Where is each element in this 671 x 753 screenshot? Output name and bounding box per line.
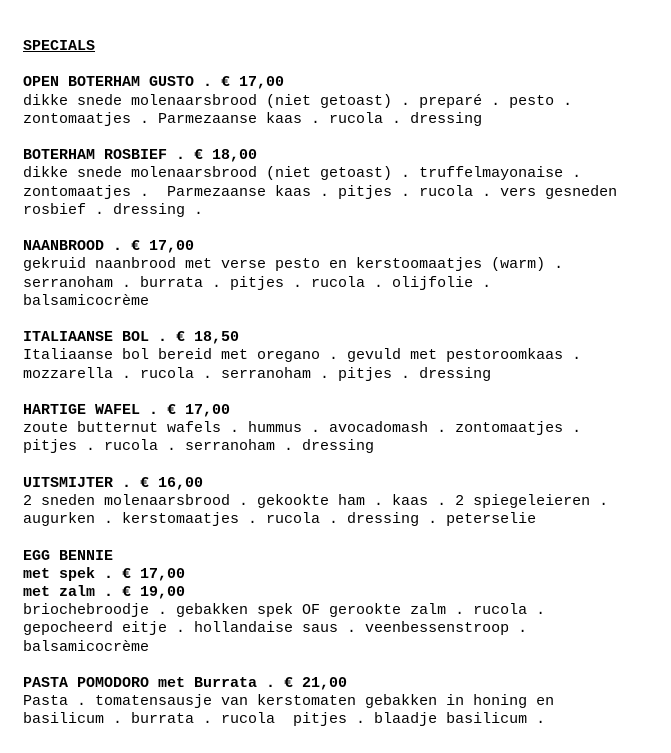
menu-item-boterham-rosbief <box>23 147 668 220</box>
menu-item-description-line: zontomaatjes . Parmezaanse kaas . rucola . dressing <box>23 110 483 128</box>
menu-item-description-line: balsamicocrème <box>23 292 150 310</box>
menu-item-description-line: zoute butternut wafels . hummus . avocadomash . zontomaatjes . <box>23 420 582 438</box>
menu-item-title: EGG BENNIE <box>23 547 114 565</box>
menu-item-description-line: dikke snede molenaarsbrood (niet getoast) . truffelmayonaise . <box>23 165 582 183</box>
menu-item-description-line: rosbief . dressing . <box>23 201 204 219</box>
menu-item-hartige-wafel <box>23 402 668 457</box>
menu-item-description-line: briochebroodje . gebakken spek OF gerookte zalm . rucola . <box>23 602 546 620</box>
menu-item-description-line: 2 sneden molenaarsbrood . gekookte ham . kaas . 2 spiegeleieren . <box>23 492 609 510</box>
menu-item-description-line: balsamicocrème <box>23 638 150 656</box>
menu-item-description-line: zontomaatjes . Parmezaanse kaas . pitjes . rucola . vers gesneden <box>23 183 618 201</box>
menu-item-uitsmijter <box>23 475 668 530</box>
menu-page <box>23 38 668 748</box>
menu-item-italiaanse-bol <box>23 329 668 384</box>
menu-item-title: UITSMIJTER . € 16,00 <box>23 474 204 492</box>
menu-item-title: PASTA POMODORO met Burrata . € 21,00 <box>23 674 348 692</box>
menu-item-description-line: Italiaanse bol bereid met oregano . gevuld met pestoroomkaas . <box>23 347 582 365</box>
menu-item-variant: met spek . € 17,00 <box>23 565 186 583</box>
menu-item-description-line: serranoham . burrata . pitjes . rucola . olijfolie . <box>23 274 492 292</box>
menu-item-open-boterham-gusto <box>23 74 668 129</box>
menu-item-title: NAANBROOD . € 17,00 <box>23 238 195 256</box>
menu-item-description-line: gekruid naanbrood met verse pesto en kerstoomaatjes (warm) . <box>23 256 564 274</box>
menu-item-title: OPEN BOTERHAM GUSTO . € 17,00 <box>23 74 285 92</box>
menu-item-naanbrood <box>23 238 668 311</box>
menu-item-description-line: pitjes . rucola . serranoham . dressing <box>23 438 375 456</box>
menu-item-title: BOTERHAM ROSBIEF . € 18,00 <box>23 147 258 165</box>
page-title: SPECIALS <box>23 38 96 55</box>
menu-item-title: HARTIGE WAFEL . € 17,00 <box>23 401 231 419</box>
menu-item-description-line: mozzarella . rucola . serranoham . pitjes . dressing <box>23 365 492 383</box>
menu-item-description-line: augurken . kerstomaatjes . rucola . dressing . peterselie <box>23 511 537 529</box>
menu-item-description-line: basilicum . burrata . rucola pitjes . blaadje basilicum . <box>23 711 546 729</box>
menu-item-title: ITALIAANSE BOL . € 18,50 <box>23 329 240 347</box>
menu-item-description-line: dikke snede molenaarsbrood (niet getoast) . preparé . pesto . <box>23 92 573 110</box>
menu-item-egg-bennie <box>23 548 668 657</box>
menu-item-pasta-pomodoro <box>23 675 668 730</box>
menu-item-description-line: Pasta . tomatensausje van kerstomaten gebakken in honing en <box>23 693 555 711</box>
menu-item-description-line: gepocheerd eitje . hollandaise saus . veenbessenstroop . <box>23 620 528 638</box>
menu-item-variant: met zalm . € 19,00 <box>23 583 186 601</box>
